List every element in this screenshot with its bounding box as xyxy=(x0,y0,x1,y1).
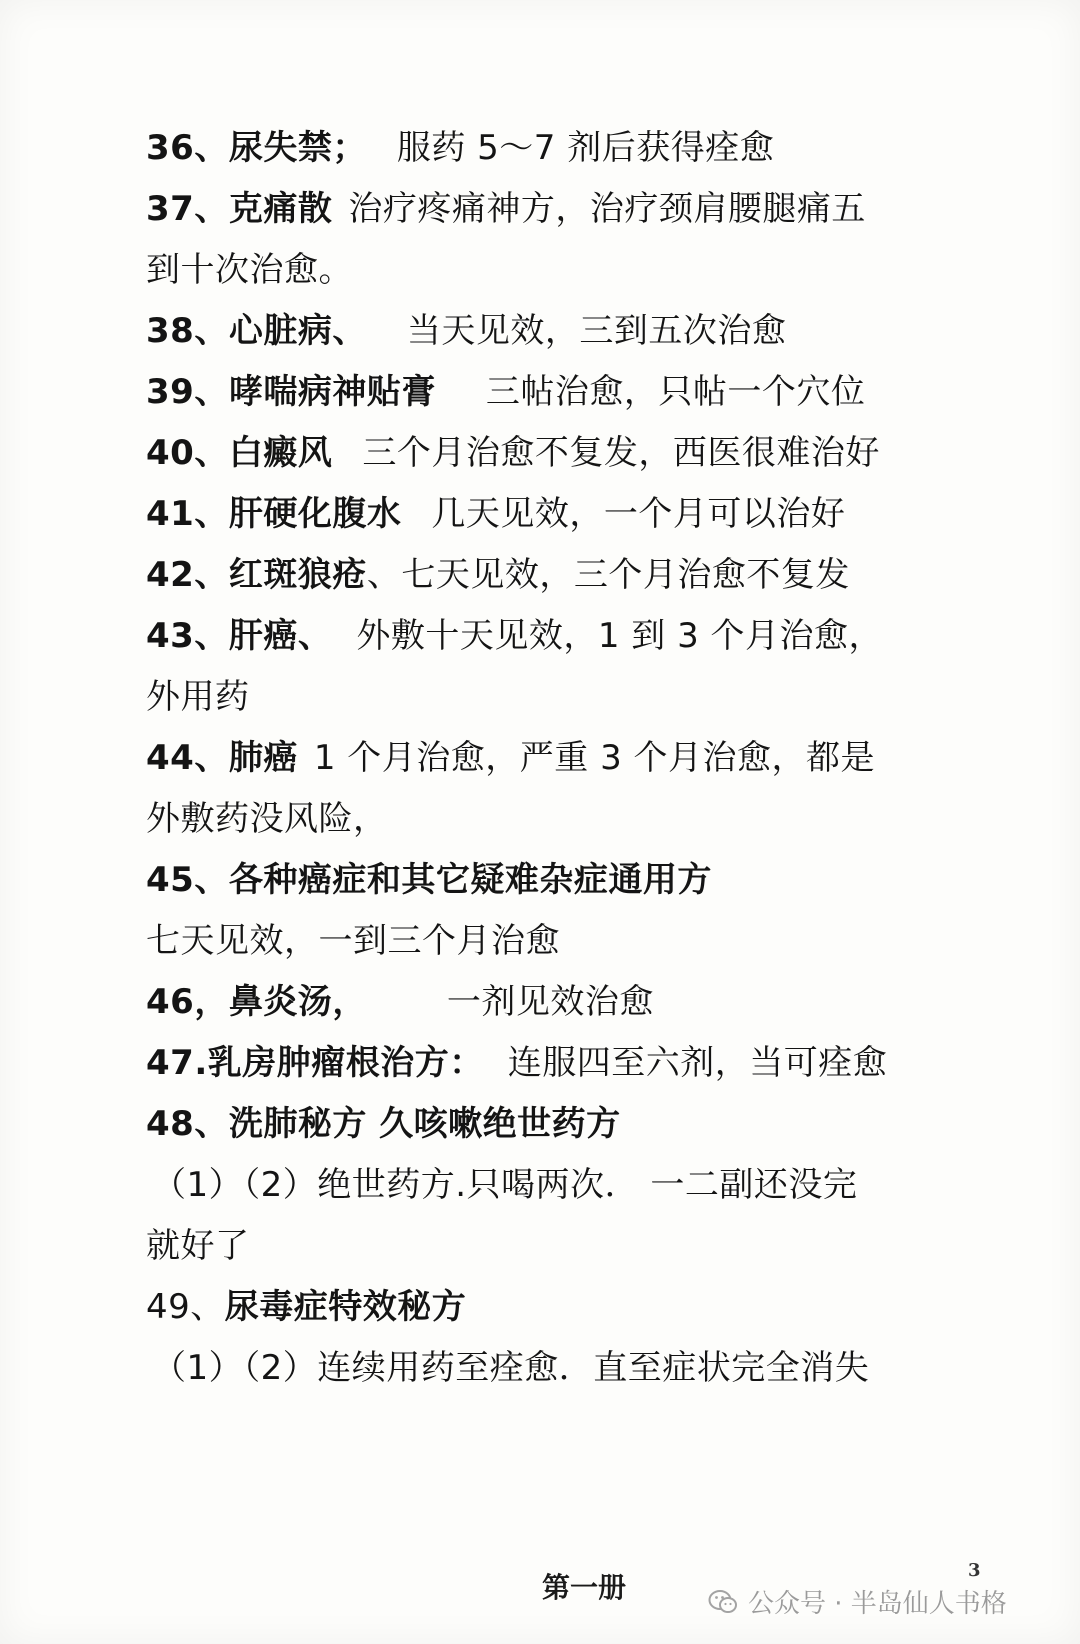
wechat-icon xyxy=(708,1589,738,1615)
entry-44-continuation xyxy=(146,789,946,850)
entry-title: 尿毒症特效秘方 xyxy=(224,1287,467,1327)
entry-text: 连服四至六剂，当可痊愈 xyxy=(507,1043,888,1083)
entry-title: 鼻炎汤， xyxy=(228,982,367,1022)
entry-number: 48、 xyxy=(146,1104,229,1144)
entry-text: 外敷十天见效，1 到 3 个月治愈， xyxy=(356,616,884,656)
entry-37 xyxy=(146,179,946,240)
entry-list xyxy=(146,118,946,1399)
entry-title: 心脏病、 xyxy=(228,311,367,351)
entry-text: （1）（2）连续用药至痊愈．直至症状完全消失 xyxy=(152,1348,870,1388)
entry-number: 46， xyxy=(146,982,229,1022)
entry-39 xyxy=(146,362,946,423)
entry-number: 41、 xyxy=(146,494,229,534)
entry-number: 39、 xyxy=(146,372,229,412)
entry-title: 克痛散 xyxy=(228,189,333,229)
entry-text: 当天见效，三到五次治愈 xyxy=(406,311,787,351)
entry-43 xyxy=(146,606,946,667)
entry-number: 42、 xyxy=(146,555,229,595)
entry-text: 三个月治愈不复发，西医很难治好 xyxy=(362,433,880,473)
entry-text: 1 个月治愈，严重 3 个月治愈，都是 xyxy=(313,738,876,778)
entry-title: 尿失禁； xyxy=(228,128,367,168)
entry-text: 服药 5～7 剂后获得痊愈 xyxy=(396,128,775,168)
entry-45 xyxy=(146,850,946,911)
entry-41 xyxy=(146,484,946,545)
entry-title: 肝癌、 xyxy=(228,616,333,656)
entry-text: 几天见效，一个月可以治好 xyxy=(431,494,846,534)
entry-47 xyxy=(146,1033,946,1094)
entry-number: 37、 xyxy=(146,189,229,229)
entry-title: 哮喘病神贴膏 xyxy=(228,372,436,412)
entry-42 xyxy=(146,545,946,606)
entry-40 xyxy=(146,423,946,484)
entry-48 xyxy=(146,1094,946,1155)
entry-46 xyxy=(146,972,946,1033)
entry-36 xyxy=(146,118,946,179)
entry-number: 47. xyxy=(146,1043,208,1083)
entry-text: 一剂见效治愈 xyxy=(446,982,654,1022)
entry-title: 肝硬化腹水 xyxy=(228,494,402,534)
entry-title: 白癜风 xyxy=(228,433,333,473)
entry-number: 44、 xyxy=(146,738,229,778)
entry-number: 38、 xyxy=(146,311,229,351)
entry-number: 43、 xyxy=(146,616,229,656)
watermark-text: 公众号 · 半岛仙人书格 xyxy=(748,1589,1007,1619)
entry-48-continuation xyxy=(146,1216,946,1277)
entry-44 xyxy=(146,728,946,789)
entry-title: 乳房肿瘤根治方： xyxy=(207,1043,484,1083)
entry-49-continuation xyxy=(146,1338,946,1399)
entry-text: 、七天见效，三个月治愈不复发 xyxy=(366,555,850,595)
entry-number: 36、 xyxy=(146,128,229,168)
entry-text: 就好了 xyxy=(146,1226,250,1266)
entry-number: 40、 xyxy=(146,433,229,473)
entry-text: 三帖治愈，只帖一个穴位 xyxy=(485,372,866,412)
watermark xyxy=(708,1583,1007,1620)
entry-number: 45、 xyxy=(146,860,229,900)
book-volume-label: 第一册 xyxy=(542,1571,627,1604)
entry-text: 治疗疼痛神方，治疗颈肩腰腿痛五 xyxy=(348,189,866,229)
entry-text: 外敷药没风险， xyxy=(146,799,388,839)
entry-37-continuation xyxy=(146,240,946,301)
entry-38 xyxy=(146,301,946,362)
page-number: 3 xyxy=(968,1560,981,1581)
entry-title: 洗肺秘方 久咳嗽绝世药方 xyxy=(228,1104,621,1144)
entry-title: 各种癌症和其它疑难杂症通用方 xyxy=(228,860,712,900)
entry-text: （1）（2）绝世药方.只喝两次． 一二副还没完 xyxy=(152,1165,858,1205)
entry-title: 红斑狼疮 xyxy=(228,555,367,595)
entry-title: 肺癌 xyxy=(228,738,298,778)
entry-43-continuation xyxy=(146,667,946,728)
entry-45-continuation xyxy=(146,911,946,972)
entry-text: 外用药 xyxy=(146,677,250,717)
entry-text: 到十次治愈。 xyxy=(146,250,353,290)
entry-text: 七天见效，一到三个月治愈 xyxy=(146,921,560,961)
entry-number: 49、 xyxy=(146,1287,225,1327)
entry-49 xyxy=(146,1277,946,1338)
entry-48-continuation xyxy=(146,1155,946,1216)
